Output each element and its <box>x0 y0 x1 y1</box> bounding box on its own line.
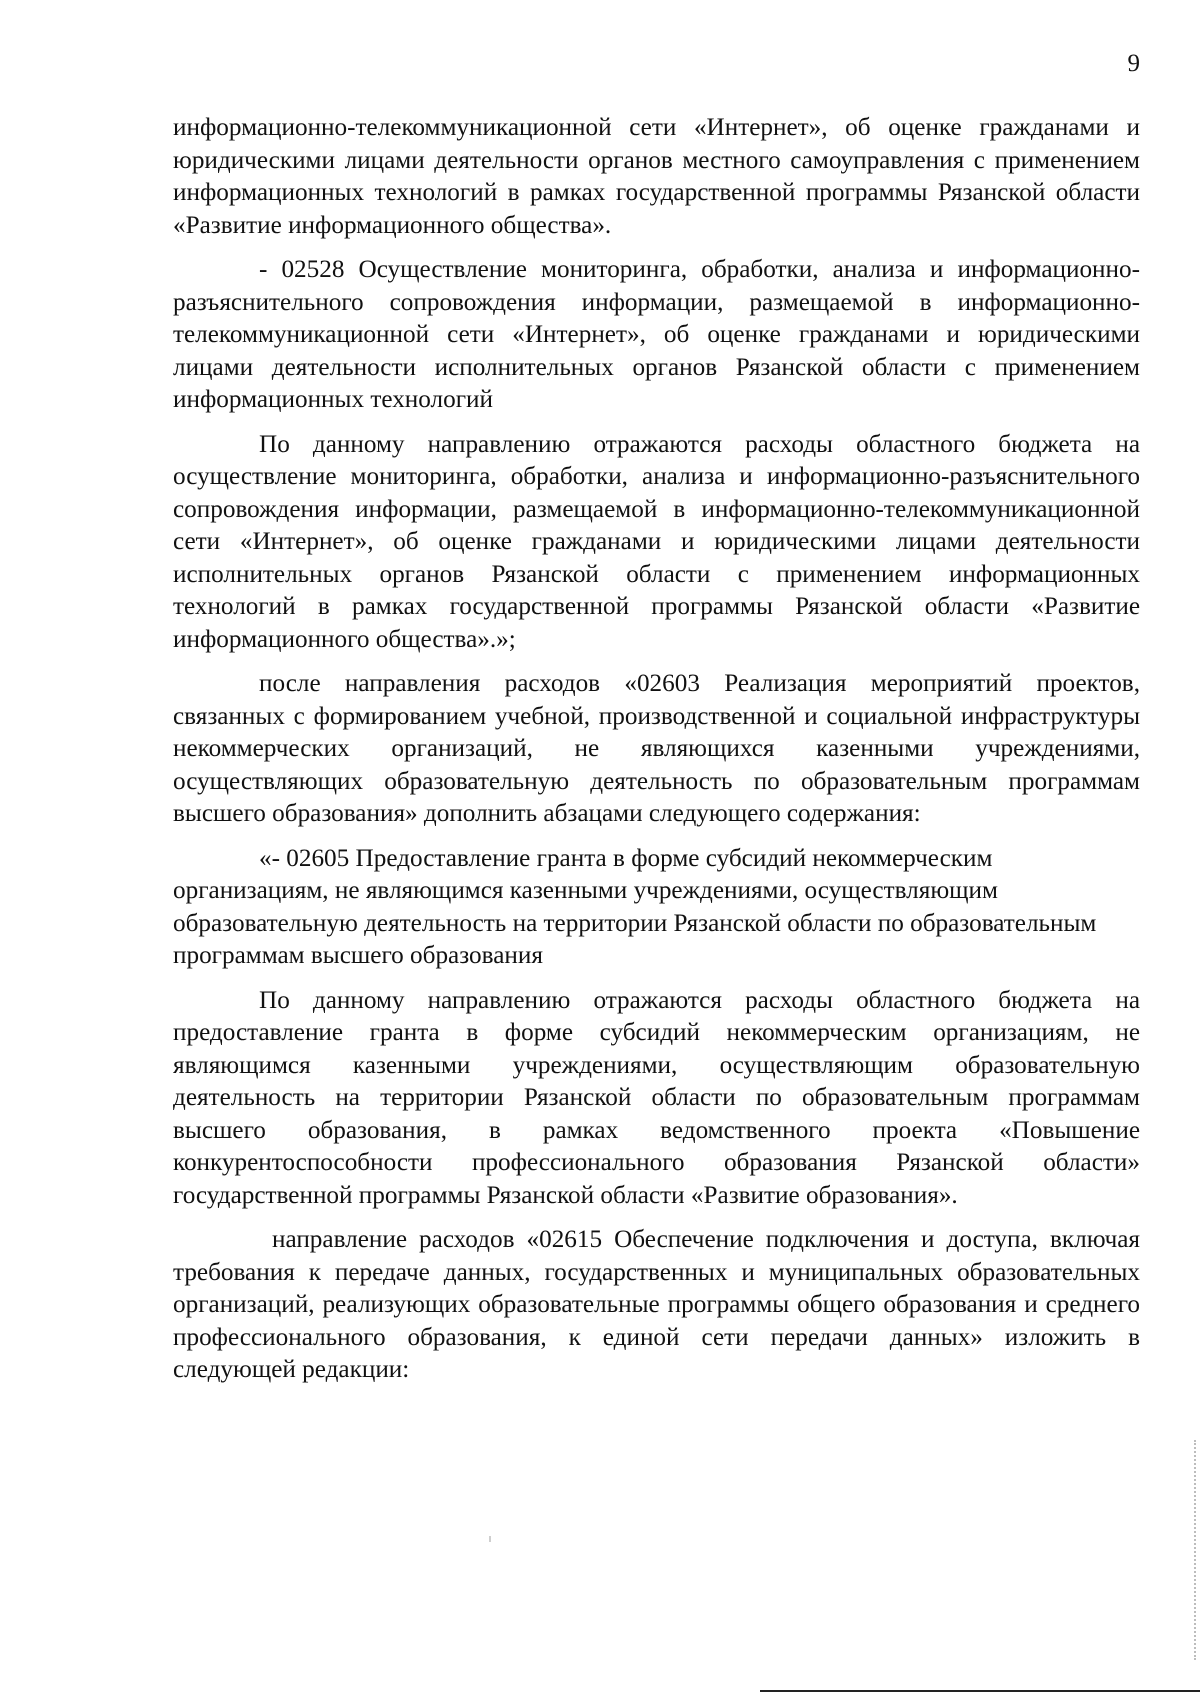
paragraph-2: - 02528 Осуществление мониторинга, обработки, анализа и информационно-разъяснительного сопровождения информации, размещаемой в информационно-телекоммуникационной сети «Интернет», об оценке гражданами и юридическими лицами деятельности исполнительных органов Рязанской области с применением информационных технологий <box>173 256 1140 413</box>
paragraph-3: По данному направлению отражаются расходы областного бюджета на осуществление мониторинга, обработки, анализа и информационно-разъяснительного сопровождения информации, размещаемой в информационно-телекоммуникационной сети «Интернет», об оценке гражданами и юридическими лицами деятельности исполнительных органов Рязанской области с применением информационных технологий в рамках государственной программы Рязанской области «Развитие информационного общества».»; <box>173 430 1140 653</box>
paragraph-7: направление расходов «02615 Обеспечение подключения и доступа, включая требования к передаче данных, государственных и муниципальных образовательных организаций, реализующих образовательные программы общего образования и среднего профессионального образования, к единой сети передачи данных» изложить в следующей редакции: <box>173 1226 1140 1383</box>
paragraph-5: «- 02605 Предоставление гранта в форме субсидий некоммерческим организациям, не являющимся казенными учреждениями, осуществляющим образовательную деятельность на территории Рязанской области по образовательным программам высшего образования <box>173 844 1097 969</box>
paragraph-6: По данному направлению отражаются расходы областного бюджета на предоставление гранта в форме субсидий некоммерческим организациям, не являющимся казенными учреждениями, осуществляющим образовательную деятельность на территории Рязанской области по образовательным программам высшего образования, в рамках ведомственного проекта «Повышение конкурентоспособности профессионального образования Рязанской области» государственной программы Рязанской области «Развитие образования». <box>173 986 1140 1209</box>
document-body <box>173 112 1140 1399</box>
footer-rule <box>760 1690 1200 1692</box>
page-number: 9 <box>1127 50 1140 77</box>
scan-edge-marks <box>1192 1440 1196 1660</box>
paragraph-1: информационно-телекоммуникационной сети «Интернет», об оценке гражданами и юридическими лицами деятельности органов местного самоуправления с применением информационных технологий в рамках государственной программы Рязанской области «Развитие информационного общества». <box>173 114 1140 239</box>
paragraph-4: после направления расходов «02603 Реализация мероприятий проектов, связанных с формированием учебной, производственной и социальной инфраструктуры некоммерческих организаций, не являющихся казенными учреждениями, осуществляющих образовательную деятельность по образовательным программам высшего образования» дополнить абзацами следующего содержания: <box>173 670 1140 827</box>
scan-artifact-dot <box>489 1536 491 1542</box>
